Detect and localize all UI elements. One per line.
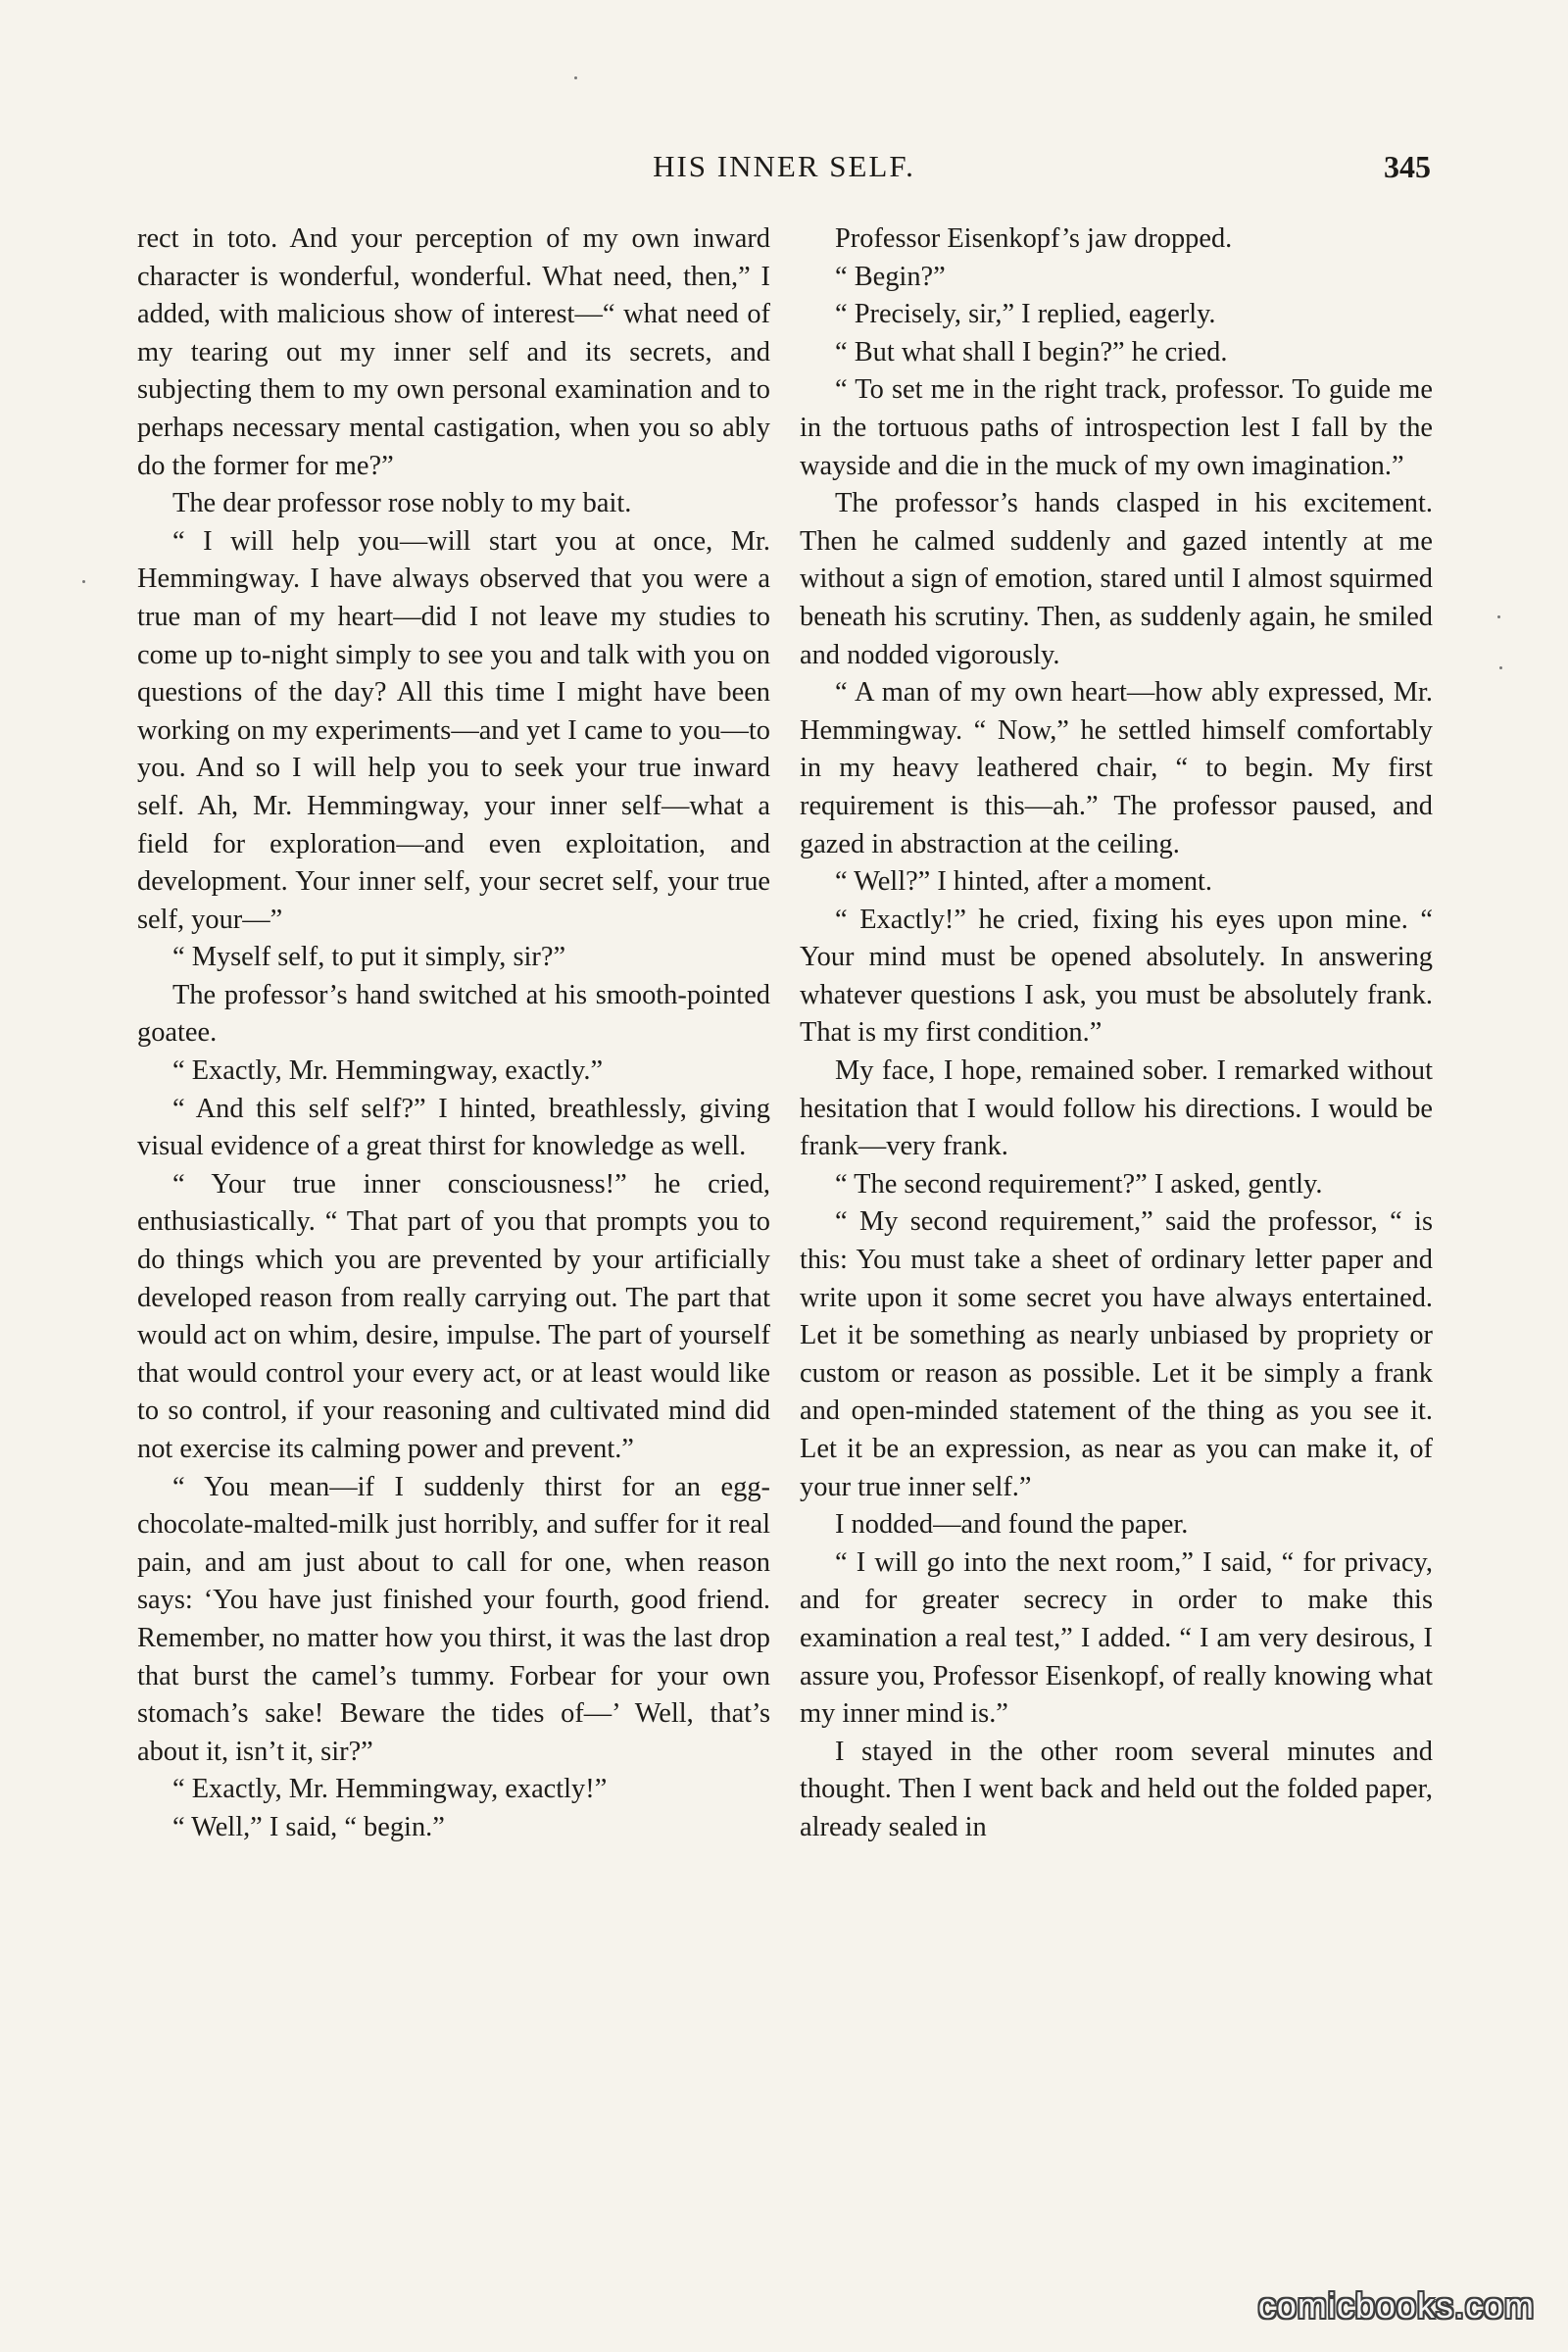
paragraph: “ Exactly!” he cried, fixing his eyes upon mine. “ Your mind must be opened absolutely. In answering whatever questions I ask, you must be absolutely frank. That is my first condition.” xyxy=(800,904,1433,1049)
paragraph: Professor Eisenkopf’s jaw dropped. xyxy=(835,223,1233,254)
paragraph: “ I will go into the next room,” I said, “ for privacy, and for greater secrecy in order to make this examination a real test,” I added. “ I am very desirous, I assure you, Professor Eisenkopf, of really knowing what my inner mind is.” xyxy=(800,1546,1433,1730)
left-column xyxy=(137,220,770,1847)
paragraph: “ The second requirement?” I asked, gently. xyxy=(835,1168,1323,1200)
paragraph: “ You mean—if I suddenly thirst for an egg-chocolate-malted-milk just horribly, and suffer for it real pain, and am just about to call for one, when reason says: ‘You have just finished your fourth, good friend. Remember, no matter how you thirst, it was the last drop that burst the camel’s tummy. Forbear for your own stomach’s sake! Beware the tides of—’ Well, that’s about it, isn’t it, sir?” xyxy=(137,1471,770,1767)
paragraph: “ A man of my own heart—how ably expressed, Mr. Hemmingway. “ Now,” he settled himself comfortably in my heavy leathered chair, “ to begin. My first requirement is this—ah.” The professor paused, and gazed in abstraction at the ceiling. xyxy=(800,677,1433,859)
paragraph: “ Well?” I hinted, after a moment. xyxy=(835,866,1213,898)
paragraph: The dear professor rose nobly to my bait. xyxy=(172,488,632,519)
paragraph: “ Precisely, sir,” I replied, eagerly. xyxy=(835,299,1216,330)
paragraph: rect in toto. And your perception of my own inward character is wonderful, wonderful. What need, then,” I added, with malicious show of interest—“ what need of my tearing out my inner self and its secrets, and subjecting them to my own personal examination and to perhaps necessary mental castigation, when you so ably do the former for me?” xyxy=(137,223,770,481)
paragraph: My face, I hope, remained sober. I remarked without hesitation that I would follow his directions. I would be frank—very frank. xyxy=(800,1055,1433,1162)
paragraph: “ My second requirement,” said the professor, “ is this: You must take a sheet of ordinary letter paper and write upon it some secret you have always entertained. Let it be something as nearly unbiased by propriety or custom or reason as possible. Let it be simply a frank and open-minded statement of the thing as you see it. Let it be an expression, as near as you can make it, of your true inner self.” xyxy=(800,1206,1433,1502)
paragraph: “ Well,” I said, “ begin.” xyxy=(172,1811,445,1842)
paragraph: “ Your true inner consciousness!” he cried, enthusiastically. “ That part of you that prompts you to do things which you are prevented by your artificially developed reason from really carrying out. The part that would act on whim, desire, impulse. The part of yourself that would control your every act, or at least would like to so control, if your reasoning and cultivated mind did not exercise its calming power and prevent.” xyxy=(137,1168,770,1464)
right-column xyxy=(800,220,1433,1847)
paragraph: “ To set me in the right track, professor. To guide me in the tortuous paths of introspection lest I fall by the wayside and die in the muck of my own imagination.” xyxy=(800,374,1433,481)
running-head xyxy=(137,149,1431,192)
paper-speck xyxy=(82,580,85,583)
page-number: 345 xyxy=(1384,149,1431,184)
paragraph: “ But what shall I begin?” he cried. xyxy=(835,336,1228,368)
paragraph: The professor’s hands clasped in his excitement. Then he calmed suddenly and gazed intently at me without a sign of emotion, stared until I almost squirmed beneath his scrutiny. Then, as suddenly again, he smiled and nodded vigorously. xyxy=(800,488,1433,670)
paragraph: “ I will help you—will start you at once, Mr. Hemmingway. I have always observed that you were a true man of my heart—did I not leave my studies to come up to-night simply to see you and talk with you on questions of the day? All this time I might have been working on my experiments—and yet I came to you—to you. And so I will help you to seek your true inward self. Ah, Mr. Hemmingway, your inner self—what a field for exploration—and even exploitation, and development. Your inner self, your secret self, your true self, your—” xyxy=(137,525,770,935)
paragraph: I nodded—and found the paper. xyxy=(835,1509,1189,1541)
paragraph: “ Exactly, Mr. Hemmingway, exactly!” xyxy=(172,1774,608,1805)
paragraph: “ Begin?” xyxy=(835,261,946,292)
paragraph: The professor’s hand switched at his smooth-pointed goatee. xyxy=(137,979,770,1049)
paragraph: “ Myself self, to put it simply, sir?” xyxy=(172,942,566,973)
paper-speck xyxy=(574,76,577,79)
paragraph: “ Exactly, Mr. Hemmingway, exactly.” xyxy=(172,1055,604,1087)
paragraph: I stayed in the other room several minutes and thought. Then I went back and held out the folded paper, already sealed in xyxy=(800,1736,1433,1842)
running-title: HIS INNER SELF. xyxy=(653,149,915,183)
paper-speck xyxy=(1499,666,1502,669)
watermark-logo: comicbooks.com xyxy=(1257,2285,1535,2326)
paper-speck xyxy=(1497,615,1500,618)
paragraph: “ And this self self?” I hinted, breathlessly, giving visual evidence of a great thirst for knowledge as well. xyxy=(137,1093,770,1162)
